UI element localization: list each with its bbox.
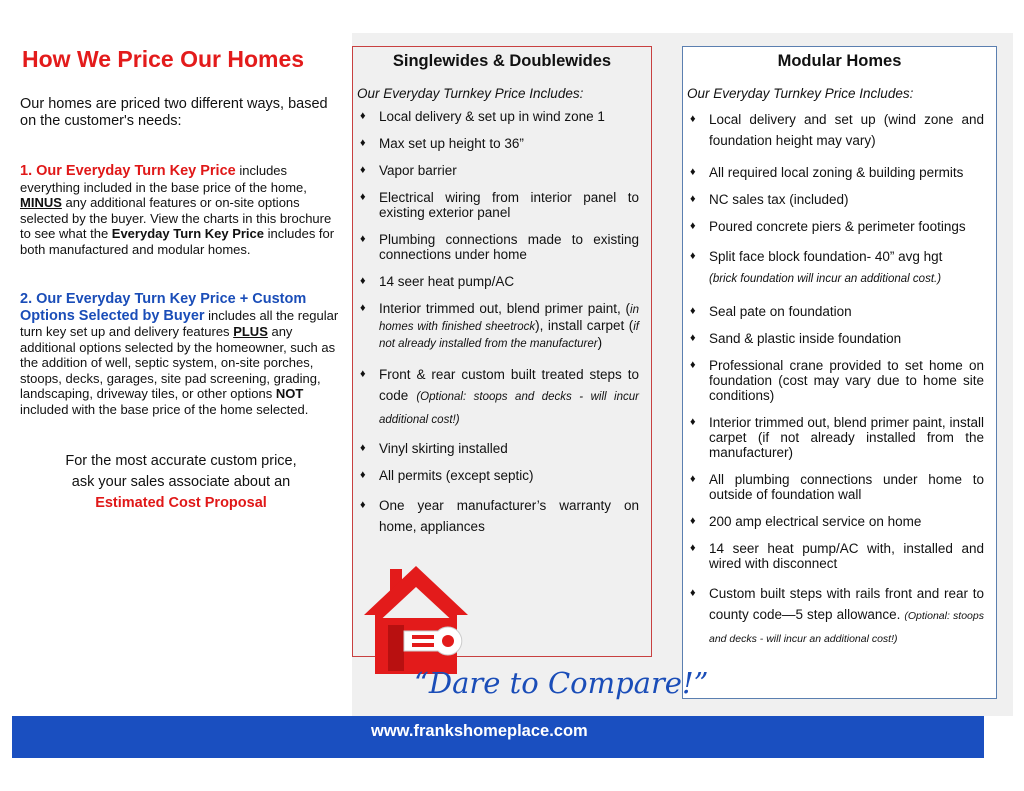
bullet-icon: ♦ <box>360 442 366 454</box>
option-1-bold: Everyday Turn Key Price <box>111 226 265 241</box>
bullet-icon: ♦ <box>360 110 366 122</box>
list-item <box>683 246 996 290</box>
website-link[interactable]: www.frankshomeplace.com <box>371 722 588 740</box>
list-item <box>683 219 996 234</box>
pricing-option-1 <box>20 163 342 257</box>
item-note: (brick foundation will incur an additional cost.) <box>709 273 942 285</box>
list-item <box>353 495 651 537</box>
item-text: 200 amp electrical service on home <box>709 514 922 529</box>
list-item <box>353 364 651 431</box>
bullet-icon: ♦ <box>360 164 366 176</box>
list-item <box>353 468 651 483</box>
item-text: Poured concrete piers & perimeter footings <box>709 219 966 234</box>
left-column <box>20 44 342 514</box>
bullet-icon: ♦ <box>360 499 366 511</box>
bullet-icon: ♦ <box>690 220 696 232</box>
list-item <box>683 109 996 151</box>
item-text: Sand & plastic inside foundation <box>709 331 902 346</box>
singlewides-list <box>353 109 651 537</box>
bullet-icon: ♦ <box>360 302 366 314</box>
bullet-icon: ♦ <box>690 332 696 344</box>
singlewides-title: Singlewides & Doublewides <box>392 52 612 70</box>
item-note: (Optional: stoops and decks - will incur an additional cost!) <box>709 610 984 645</box>
option-2-text-c: included with the base price of the home selected. <box>20 401 309 417</box>
intro-text: Our homes are priced two different ways, based on the customer's needs: <box>20 96 328 129</box>
footer-bar <box>12 716 984 758</box>
list-item <box>353 190 651 220</box>
item-text: All required local zoning & building permits <box>709 165 964 180</box>
item-text: Electrical wiring from interior panel to existing exterior panel <box>379 190 639 220</box>
option-1-heading: 1. Our Everyday Turn Key Price <box>20 163 236 179</box>
item-text: Local delivery and set up (wind zone and foundation height may vary) <box>709 112 984 148</box>
list-item <box>353 301 651 352</box>
closing-line-2: ask your sales associate about an <box>71 474 291 490</box>
option-1-text-a: includes everything included in the base price of the home, <box>20 163 307 195</box>
modular-box <box>682 46 997 699</box>
item-text: Local delivery & set up in wind zone 1 <box>379 109 605 124</box>
bullet-icon: ♦ <box>690 542 696 554</box>
item-text: 14 seer heat pump/AC <box>379 274 515 289</box>
item-text: Professional crane provided to set home on foundation (cost may vary due to home site conditions) <box>709 358 984 403</box>
item-text: Custom built steps with rails front and rear to county code—5 step allowance. <box>709 586 984 622</box>
option-2-text-b: any additional options selected by the homeowner, such as the addition of well, septic system, on-site porches, stoops, decks, garages, site pad screening, grading, landscaping, driveway tiles, or other options <box>20 324 336 401</box>
bullet-icon: ♦ <box>690 250 696 262</box>
item-text: One year manufacturer’s warranty on home, appliances <box>379 498 639 534</box>
option-2-heading: 2. Our Everyday Turn Key Price + Custom Options Selected by Buyer <box>20 291 307 324</box>
bullet-icon: ♦ <box>690 359 696 371</box>
singlewides-subtitle: Our Everyday Turnkey Price Includes: <box>357 86 584 101</box>
bullet-icon: ♦ <box>690 587 696 599</box>
item-text: Vinyl skirting installed <box>379 441 508 456</box>
item-note: if not already installed from the manufacturer <box>379 321 639 350</box>
page-title: How We Price Our Homes <box>22 46 305 72</box>
closing-line-1: For the most accurate custom price, <box>65 453 297 469</box>
bullet-icon: ♦ <box>360 469 366 481</box>
list-item <box>683 472 996 502</box>
pricing-option-2 <box>20 291 342 417</box>
not-label: NOT <box>275 386 304 401</box>
bullet-icon: ♦ <box>690 193 696 205</box>
bullet-icon: ♦ <box>690 416 696 428</box>
bullet-icon: ♦ <box>690 305 696 317</box>
list-item <box>683 541 996 571</box>
bullet-icon: ♦ <box>360 275 366 287</box>
item-text: Interior trimmed out, blend primer paint, install carpet (if not already installed from the manufacturer) <box>709 415 984 460</box>
list-item <box>353 136 651 151</box>
item-text: All permits (except septic) <box>379 468 534 483</box>
slogan: “Dare to Compare!” <box>414 666 709 700</box>
modular-list <box>683 109 996 650</box>
bullet-icon: ♦ <box>690 166 696 178</box>
item-text: ), install carpet ( <box>535 318 634 333</box>
bullet-icon: ♦ <box>690 473 696 485</box>
list-item <box>353 232 651 262</box>
list-item <box>683 358 996 403</box>
bullet-icon: ♦ <box>690 113 696 125</box>
modular-subtitle: Our Everyday Turnkey Price Includes: <box>687 86 914 101</box>
item-text: Plumbing connections made to existing connections under home <box>379 232 639 262</box>
list-item <box>683 192 996 207</box>
item-text: ) <box>597 335 603 350</box>
bullet-icon: ♦ <box>360 233 366 245</box>
option-1-text-c: includes for both manufactured and modular homes. <box>20 226 335 257</box>
item-text: NC sales tax (included) <box>709 192 849 207</box>
item-text: Interior trimmed out, blend primer paint, ( <box>379 301 631 316</box>
list-item <box>683 165 996 180</box>
house-key-logo-icon <box>360 563 472 679</box>
modular-title: Modular Homes <box>777 52 902 70</box>
list-item <box>683 415 996 460</box>
item-note: in homes with finished sheetrock <box>379 304 639 333</box>
list-item <box>353 109 651 124</box>
bullet-icon: ♦ <box>360 191 366 203</box>
item-note: (Optional: stoops and decks - will incur additional cost!) <box>379 391 639 426</box>
list-item <box>353 163 651 178</box>
option-2-text-a: includes all the regular turn key set up and delivery features <box>20 307 339 339</box>
list-item <box>353 441 651 456</box>
option-1-text-b: any additional features or on-site options selected by the buyer. View the charts in this brochure to see what the <box>20 195 332 241</box>
list-item <box>353 274 651 289</box>
item-text: Split face block foundation- 40” avg hgt <box>709 249 943 264</box>
closing-note <box>20 451 342 514</box>
bullet-icon: ♦ <box>360 368 366 380</box>
item-text: All plumbing connections under home to outside of foundation wall <box>709 472 984 502</box>
list-item <box>683 331 996 346</box>
minus-label: MINUS <box>20 195 62 210</box>
list-item <box>683 304 996 319</box>
item-text: Front & rear custom built treated steps to code <box>379 367 639 403</box>
item-text: Seal pate on foundation <box>709 304 852 319</box>
list-item <box>683 514 996 529</box>
item-text: Max set up height to 36” <box>379 136 524 151</box>
item-text: 14 seer heat pump/AC with, installed and wired with disconnect <box>709 541 984 571</box>
estimated-cost-proposal: Estimated Cost Proposal <box>95 495 267 511</box>
plus-label: PLUS <box>233 324 268 339</box>
item-text: Vapor barrier <box>379 163 457 178</box>
bullet-icon: ♦ <box>360 137 366 149</box>
bullet-icon: ♦ <box>690 515 696 527</box>
list-item <box>683 583 996 650</box>
